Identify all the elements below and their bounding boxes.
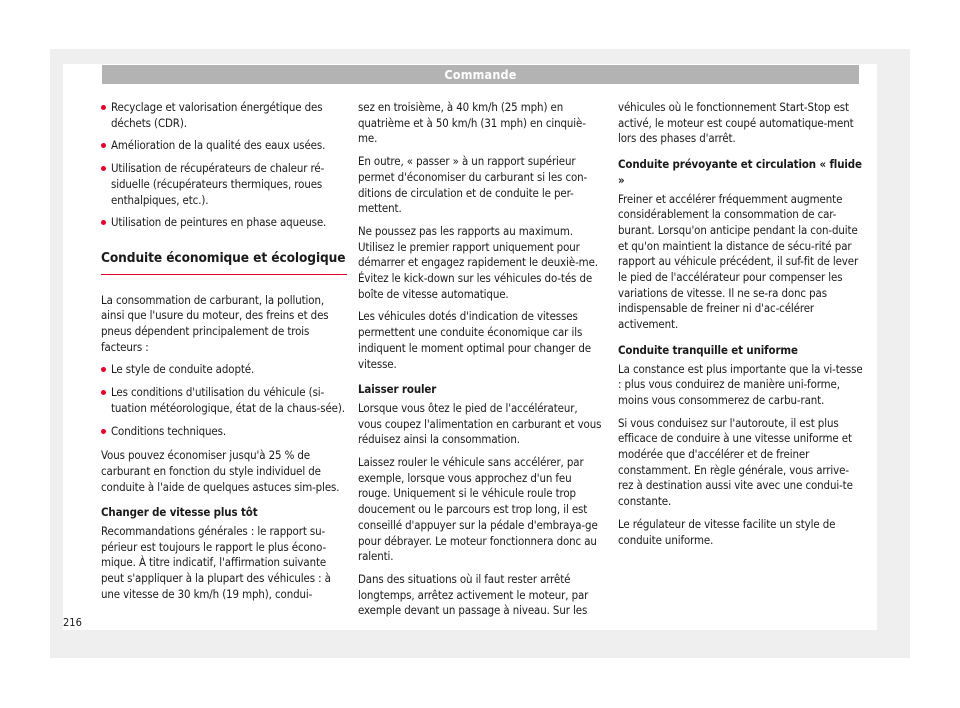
bullet-item: Les conditions d'utilisation du véhicule (si-tuation météorologique, état de la chaus-sée). (101, 385, 347, 416)
bullet-item: Recyclage et valorisation énergétique des déchets (CDR). (101, 100, 347, 131)
paragraph: La constance est plus importante que la vi-tesse : plus vous conduirez de manière uni-forme, moins vous consommerez de carbu-rant. (618, 361, 863, 407)
bullet-item: Amélioration de la qualité des eaux usées. (101, 138, 347, 154)
page-number: 216 (63, 616, 82, 629)
section-header: Commande (102, 65, 859, 84)
paragraph: Ne poussez pas les rapports au maximum. Utilisez le premier rapport uniquement pour démarrer et engagez rapidement le deuxiè-me. Évitez le kick-down sur les véhicules do-tés de boîte de vitesse automatique. (358, 223, 598, 301)
paragraph: véhicules où le fonctionnement Start-Stop est activé, le moteur est coupé automatique-ment lors des phases d'arrêt. (618, 100, 854, 146)
bullet-item: Utilisation de peintures en phase aqueuse. (101, 215, 347, 231)
subheading: Conduite tranquille et uniforme (618, 342, 798, 357)
paragraph: Si vous conduisez sur l'autoroute, il est plus efficace de conduire à une vitesse uniforme et modérée que d'accélérer et de freiner constamment. En règle générale, vous arrive-rez à destination aussi vite avec une condui-te constante. (618, 415, 853, 509)
paragraph: Freiner et accélérer fréquemment augmente considérablement la consommation de car-burant. Lorsqu'on anticipe pendant la con-duite et qu'on maintient la distance de sécu-rité par rapport au véhicule précédent, il suf-fit de lever le pied de l'accélérateur pour compenser les variations de vitesse. Il ne se-ra donc pas indispensable de freiner ni d'ac-célérer activement. (618, 191, 859, 332)
column-1 (101, 100, 347, 610)
paragraph: Lorsque vous ôtez le pied de l'accélérateur, vous coupez l'alimentation en carburant et vous réduisez ainsi la consommation. (358, 400, 602, 447)
column-3 (618, 100, 864, 555)
bullet-item: Utilisation de récupérateurs de chaleur ré-siduelle (récupérateurs thermiques, roues enthalpiques, etc.). (101, 161, 347, 208)
paragraph: La consommation de carburant, la pollution, ainsi que l'usure du moteur, des freins et des pneus dépendent principalement de trois facteurs : (101, 292, 329, 354)
paragraph: Les véhicules dotés d'indication de vitesses permettent une conduite économique car ils indiquent le moment optimal pour changer de vitesse. (358, 309, 591, 371)
paragraph: Laissez rouler le véhicule sans accélérer, par exemple, lorsque vous approchez d'un feu rouge. Uniquement si le véhicule roule trop doucement ou le parcours est trop long, il est conseillé d'appuyer sur la pédale d'embraya-ge pour débrayer. Le moteur fonctionnera donc au ralenti. (358, 455, 598, 564)
paragraph: Recommandations générales : le rapport su-périeur est toujours le rapport le plus écono-mique. À titre indicatif, l'affirmation suivante peut s'appliquer à la plupart des véhicules : à une vitesse de 30 km/h (19 mph), condui- (101, 524, 331, 601)
column-2 (358, 100, 604, 626)
section-title: Conduite économique et écologique (101, 251, 347, 275)
paragraph: Le régulateur de vitesse facilite un style de conduite uniforme. (618, 516, 836, 547)
subheading: Conduite prévoyante et circulation « fluide » (618, 157, 862, 187)
subheading: Changer de vitesse plus tôt (101, 505, 258, 520)
paragraph: Vous pouvez économiser jusqu'à 25 % de carburant en fonction du style individuel de conduite à l'aide de quelques astuces sim-ples. (101, 448, 340, 494)
paragraph: sez en troisième, à 40 km/h (25 mph) en quatrième et à 50 km/h (31 mph) en cinquiè-me. (358, 100, 586, 146)
paragraph: Dans des situations où il faut rester arrêté longtemps, arrêtez activement le moteur, par exemple devant un passage à niveau. Sur les (358, 571, 589, 618)
bullet-item: Le style de conduite adopté. (101, 362, 347, 378)
bullet-item: Conditions techniques. (101, 424, 347, 440)
subheading: Laisser rouler (358, 382, 437, 397)
paragraph: En outre, « passer » à un rapport supérieur permet d'économiser du carburant si les con-ditions de circulation et de conduite le per-mettent. (358, 154, 588, 216)
